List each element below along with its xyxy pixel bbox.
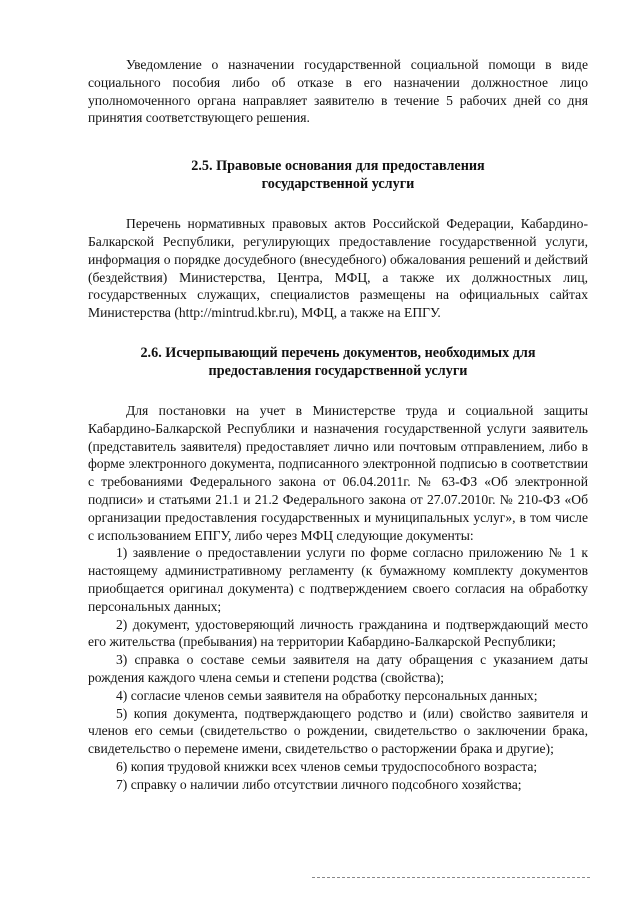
list-item: 3) справка о составе семьи заявителя на дату обращения с указанием даты рождения каждого члена семьи и степени родства (свойства); [88, 652, 588, 685]
section-2-6-title [88, 344, 588, 380]
intro-paragraph: Уведомление о назначении государственной социальной помощи в виде социального пособия либо об отказе в его назначении должностное лицо уполномоченного органа направляет заявителю в течение 5 рабочих дней со дня принятия соответствующего решения. [88, 57, 588, 126]
section-2-6-title-line1: 2.6. Исчерпывающий перечень документов, необходимых для [140, 344, 536, 361]
section-2-6-title-line2: предоставления государственной услуги [208, 362, 468, 379]
list-item: 2) документ, удостоверяющий личность гражданина и подтверждающий место его жительства (пребывания) на территории Кабардино-Балкарской Республики; [88, 616, 588, 650]
list-item: 4) согласие членов семьи заявителя на обработку персональных данных; [116, 687, 538, 703]
footer-divider [312, 877, 590, 878]
list-item: 1) заявление о предоставлении услуги по форме согласно приложению № 1 к настоящему административному регламенту (к бумажному комплекту документов приобщается оригинал документа) с подтверждением своего согласия на обработку персональных данных; [88, 545, 588, 614]
section-2-6-paragraph: Для постановки на учет в Министерстве труда и социальной защиты Кабардино-Балкарской Республики и назначения государственной услуги заявитель (представитель заявителя) предоставляет лично или почтовым отправлением, либо в форме электронного документа, подписанного электронной подписью в соответствии с требованиями Федерального закона от 06.04.2011г. № 63-ФЗ «Об электронной подписи» и статьями 21.1 и 21.2 Федерального закона от 27.07.2010г. № 210-ФЗ «Об организации предоставления государственных и муниципальных услуг», в том числе с использованием ЕПГУ, либо через МФЦ следующие документы: [88, 402, 588, 543]
list-item: 5) копия документа, подтверждающего родство и (или) свойство заявителя и членов его семьи (свидетельство о рождении, свидетельство о заключении брака, свидетельство о перемене имени, свидетельство о расторжении брака и другие); [88, 705, 588, 757]
section-2-5-title [88, 157, 588, 193]
document-body [88, 56, 588, 794]
list-item: 7) справку о наличии либо отсутствии личного подсобного хозяйства; [116, 776, 522, 792]
section-2-5-paragraph: Перечень нормативных правовых актов Российской Федерации, Кабардино-Балкарской Республики, регулирующих предоставление государственной услуги, информация о порядке досудебного (внесудебного) обжалования решений и действий (бездействия) Министерства, Центра, МФЦ, а также их должностных лиц, государственных служащих, специалистов размещены на официальных сайтах Министерства (http://mintrud.kbr.ru), МФЦ, а также на ЕПГУ. [88, 216, 588, 321]
section-2-5-title-line1: 2.5. Правовые основания для предоставления [191, 158, 485, 175]
list-item: 6) копия трудовой книжки всех членов семьи трудоспособного возраста; [116, 758, 538, 774]
section-2-5-title-line2: государственной услуги [261, 176, 415, 193]
